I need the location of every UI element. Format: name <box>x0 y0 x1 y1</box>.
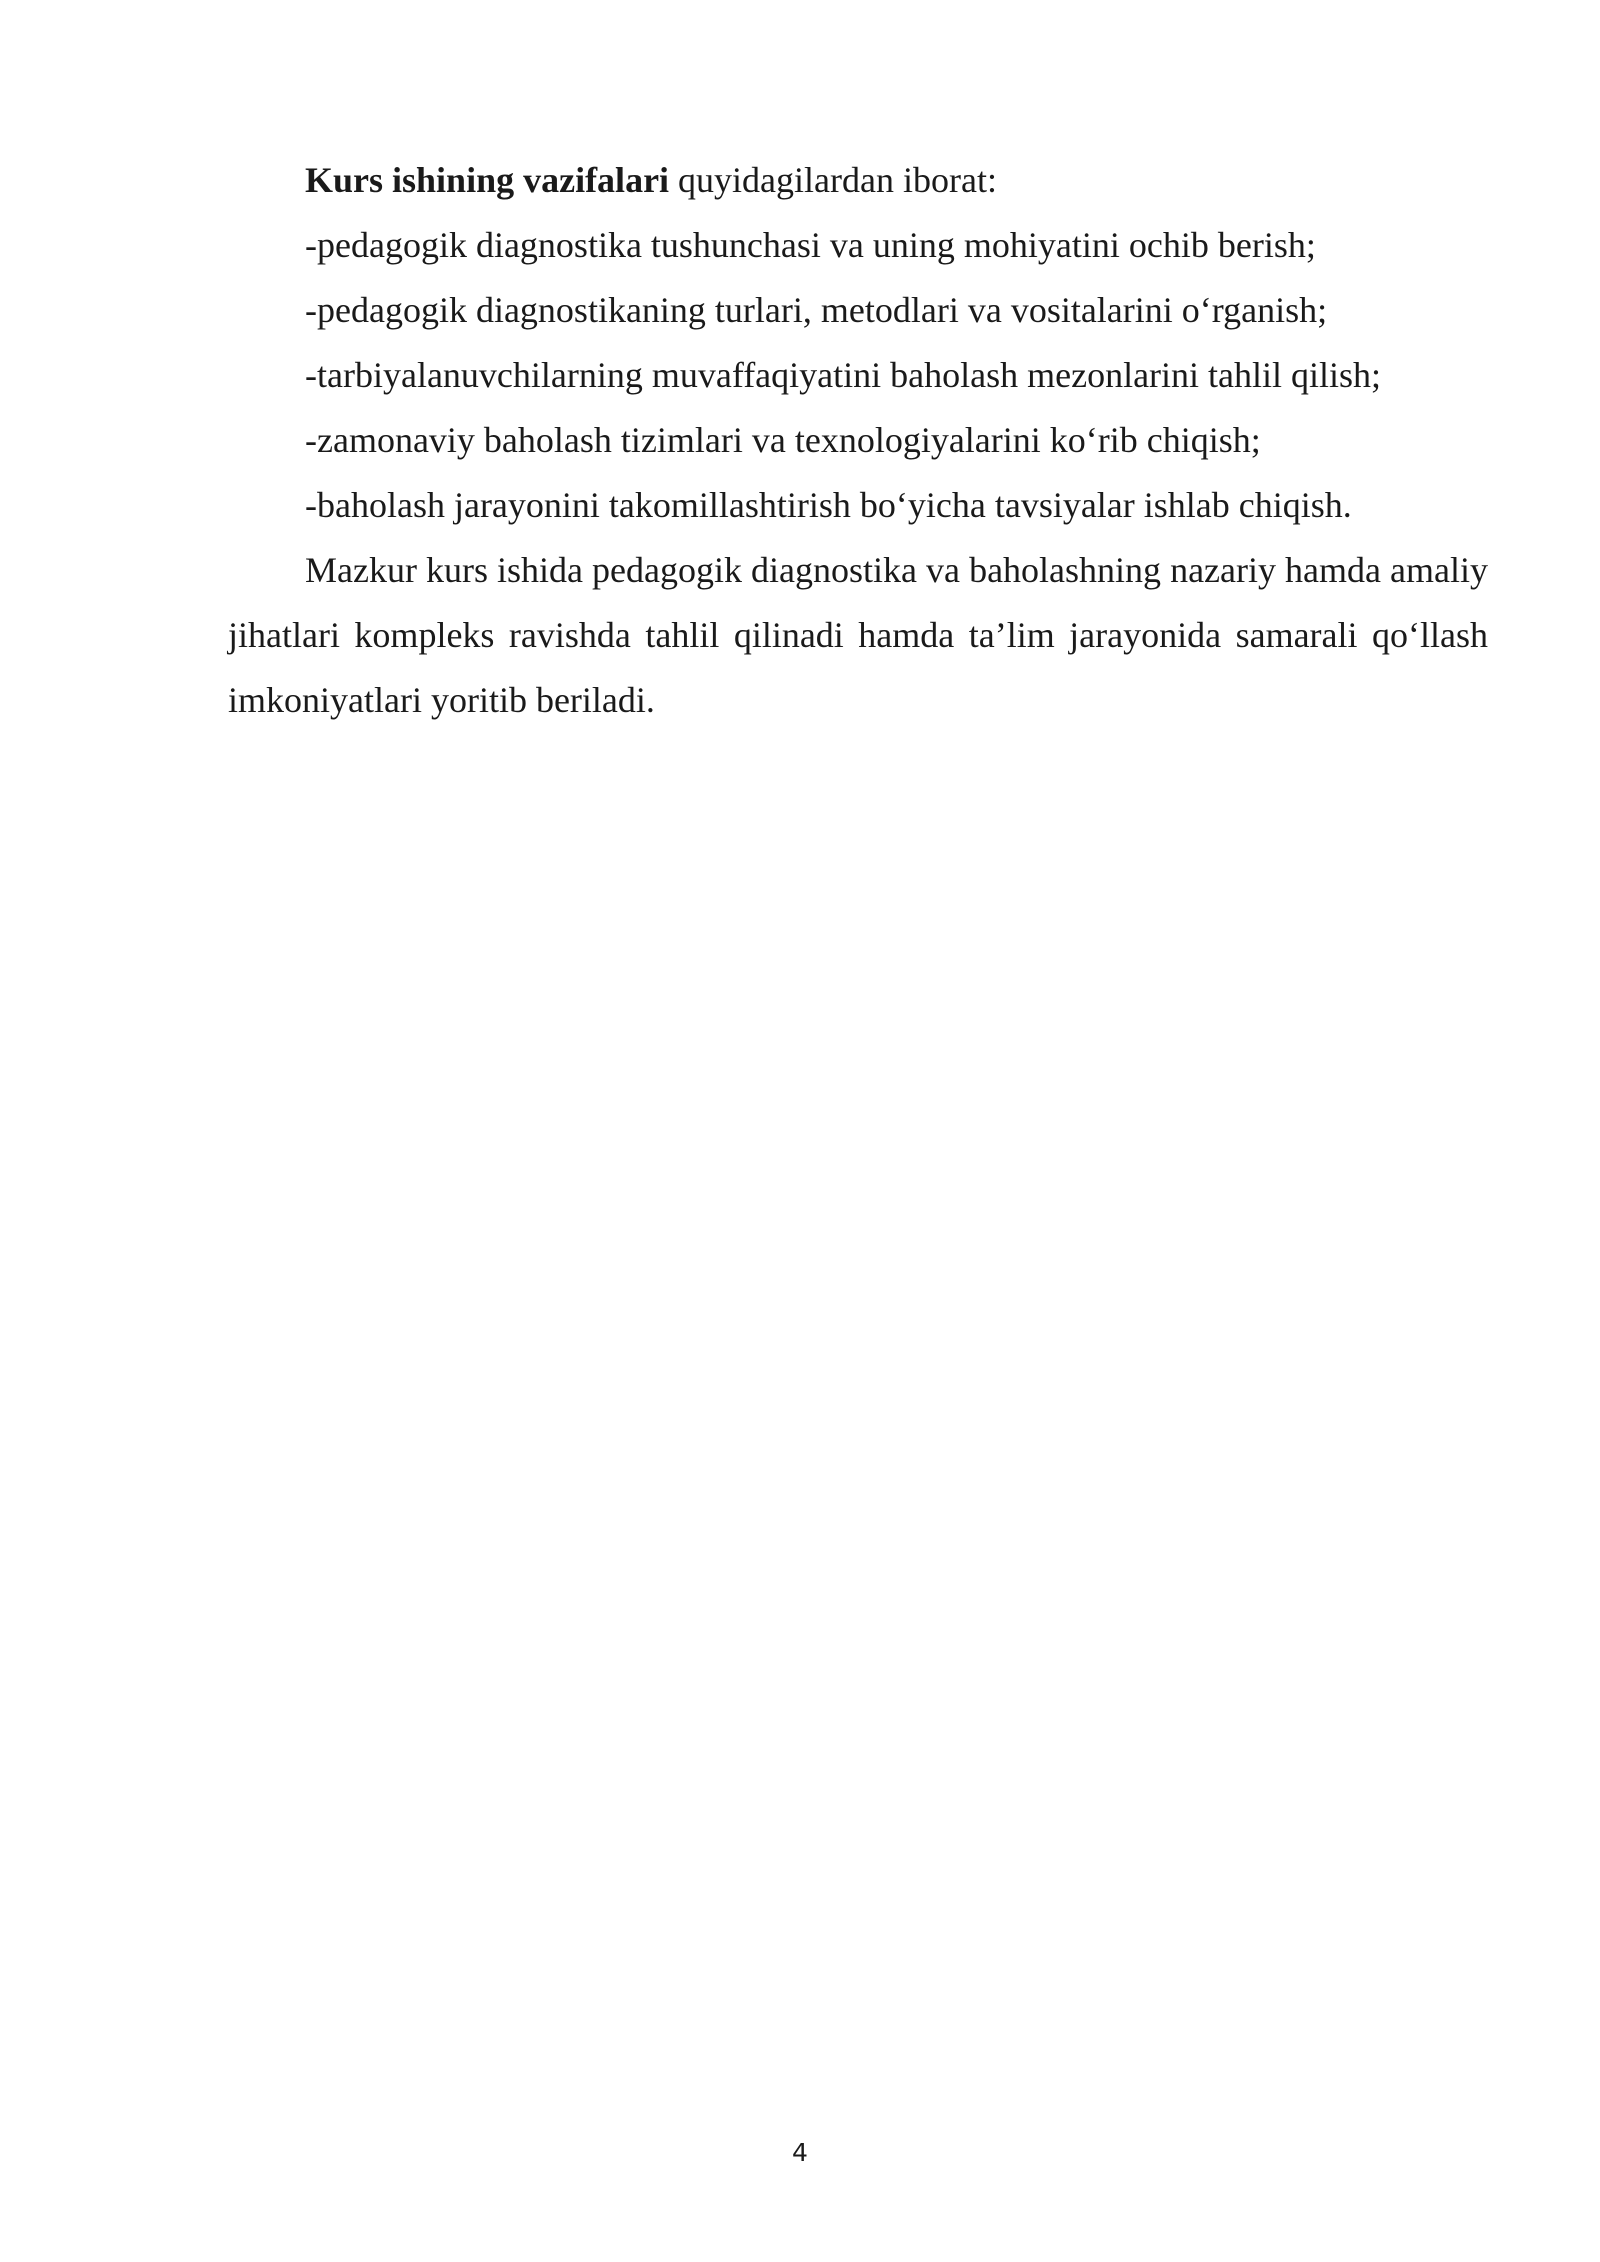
task-item-1: -pedagogik diagnostika tushunchasi va uning mohiyatini ochib berish; <box>305 225 1316 265</box>
page-number: 4 <box>792 2138 808 2167</box>
task-item-2: -pedagogik diagnostikaning turlari, metodlari va vositalarini o‘rganish; <box>305 290 1328 330</box>
intro-bold-lead: Kurs ishining vazifalari <box>305 160 670 200</box>
intro-rest: quyidagilardan iborat: <box>669 160 997 200</box>
intro-paragraph <box>228 148 1488 213</box>
task-item-3: -tarbiyalanuvchilarning muvaffaqiyatini baholash mezonlarini tahlil qilish; <box>305 355 1382 395</box>
task-item-5: -baholash jarayonini takomillashtirish bo‘yicha tavsiyalar ishlab chiqish. <box>305 485 1352 525</box>
task-item-4: -zamonaviy baholash tizimlari va texnologiyalarini ko‘rib chiqish; <box>305 420 1261 460</box>
page-body <box>228 148 1488 733</box>
summary-paragraph: Mazkur kurs ishida pedagogik diagnostika va baholashning nazariy hamda amaliy jihatlari kompleks ravishda tahlil qilinadi hamda ta’lim jarayonida samarali qo‘llash imkoniyatlari yoritib beriladi. <box>228 550 1488 720</box>
